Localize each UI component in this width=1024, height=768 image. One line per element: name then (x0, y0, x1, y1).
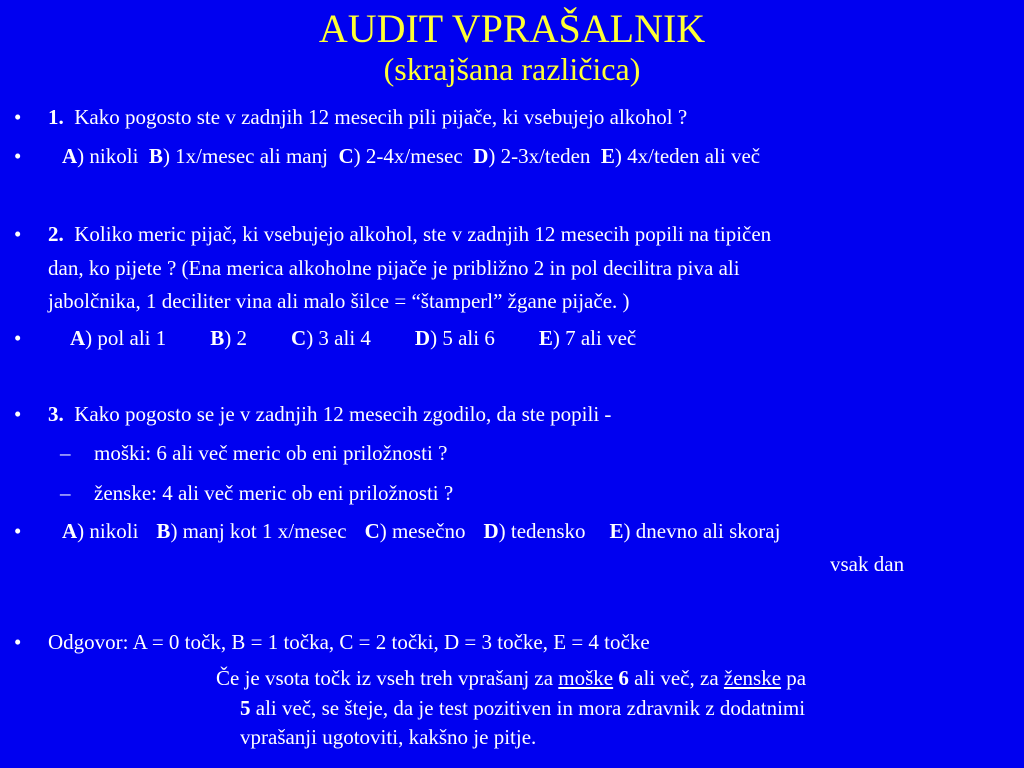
scoring-note-line-3: vprašanji ugotoviti, kakšno je pitje. (240, 725, 537, 749)
answer-key: A (62, 519, 78, 543)
answer-key: E (609, 519, 624, 543)
answer-text: ) 3 ali 4 (306, 326, 371, 350)
answer-key: B (210, 326, 225, 350)
bullet: • (14, 105, 22, 129)
scoring-line: Odgovor: A = 0 točk, B = 1 točka, C = 2 točki, D = 3 točke, E = 4 točke (48, 630, 650, 654)
answer-text: ) mesečno (379, 519, 466, 543)
dash: – (60, 481, 71, 505)
answer-key: D (473, 144, 489, 168)
answer-key: E (538, 326, 553, 350)
women-underlined: ženske (723, 666, 782, 690)
answer-key: B (148, 144, 163, 168)
answer-key: C (291, 326, 307, 350)
answer-key: A (62, 144, 78, 168)
answer-text: ) tedensko (498, 519, 586, 543)
question-1-number: 1. (48, 105, 64, 129)
women-threshold: 5 (240, 696, 251, 720)
answer-key: A (70, 326, 86, 350)
question-2-number: 2. (48, 222, 64, 246)
question-1-answers (62, 140, 760, 173)
answer-text: ) nikoli (77, 519, 139, 543)
men-threshold: 6 (618, 666, 629, 690)
answer-text: ) 2-4x/mesec (353, 144, 463, 168)
question-2-answers (70, 322, 636, 355)
answer-key: D (483, 519, 499, 543)
bullet: • (14, 222, 22, 246)
question-3-sub-men: moški: 6 ali več meric ob eni priložnosti ? (94, 441, 448, 465)
question-3 (48, 398, 611, 431)
question-3-sub-women: ženske: 4 ali več meric ob eni priložnosti ? (94, 481, 454, 505)
bullet: • (14, 519, 22, 543)
answer-text: ) dnevno ali skoraj (623, 519, 781, 543)
bullet: • (14, 402, 22, 426)
answer-text: ) 7 ali več (552, 326, 637, 350)
answer-text: ) pol ali 1 (85, 326, 167, 350)
question-1-text: Kako pogosto ste v zadnjih 12 mesecih pili pijače, ki vsebujejo alkohol ? (74, 105, 688, 129)
answer-text: ) 5 ali 6 (430, 326, 495, 350)
question-3-answer-continuation: vsak dan (830, 552, 905, 576)
note-text: pa (781, 666, 807, 690)
question-3-answers (62, 515, 780, 548)
question-3-text: Kako pogosto se je v zadnjih 12 mesecih zgodilo, da ste popili - (74, 402, 612, 426)
men-underlined: moške (558, 666, 614, 690)
question-2-line-1 (48, 218, 771, 251)
question-1 (48, 101, 687, 134)
answer-key: C (364, 519, 380, 543)
slide-title: AUDIT VPRAŠALNIK (318, 6, 706, 51)
bullet: • (14, 630, 22, 654)
note-text: ali več, za (628, 666, 724, 690)
answer-key: C (338, 144, 354, 168)
answer-text: ) nikoli (77, 144, 139, 168)
slide-subtitle: (skrajšana različica) (383, 51, 641, 87)
answer-key: E (600, 144, 615, 168)
answer-text: ) 4x/teden ali več (614, 144, 761, 168)
answer-text: ) manj kot 1 x/mesec (170, 519, 347, 543)
scoring-note-line-1 (216, 662, 806, 695)
answer-text: ) 2 (224, 326, 248, 350)
note-text: Če je vsota točk iz vseh treh vprašanj za (216, 666, 559, 690)
bullet: • (14, 326, 22, 350)
question-3-number: 3. (48, 402, 64, 426)
answer-key: D (414, 326, 431, 350)
dash: – (60, 441, 71, 465)
answer-text: ) 2-3x/teden (488, 144, 591, 168)
question-2-text: Koliko meric pijač, ki vsebujejo alkohol, ste v zadnjih 12 mesecih popili na tipičen (74, 222, 772, 246)
note-text: ali več, se šteje, da je test pozitiven in mora zdravnik z dodatnimi (250, 696, 806, 720)
question-2-line-2: dan, ko pijete ? (Ena merica alkoholne pijače je približno 2 in pol decilitra piva ali (48, 256, 740, 280)
question-2-line-3: jabolčnika, 1 deciliter vina ali malo šilce = “štamperl” žgane pijače. ) (48, 289, 630, 313)
answer-text: ) 1x/mesec ali manj (162, 144, 328, 168)
answer-key: B (156, 519, 171, 543)
bullet: • (14, 144, 22, 168)
